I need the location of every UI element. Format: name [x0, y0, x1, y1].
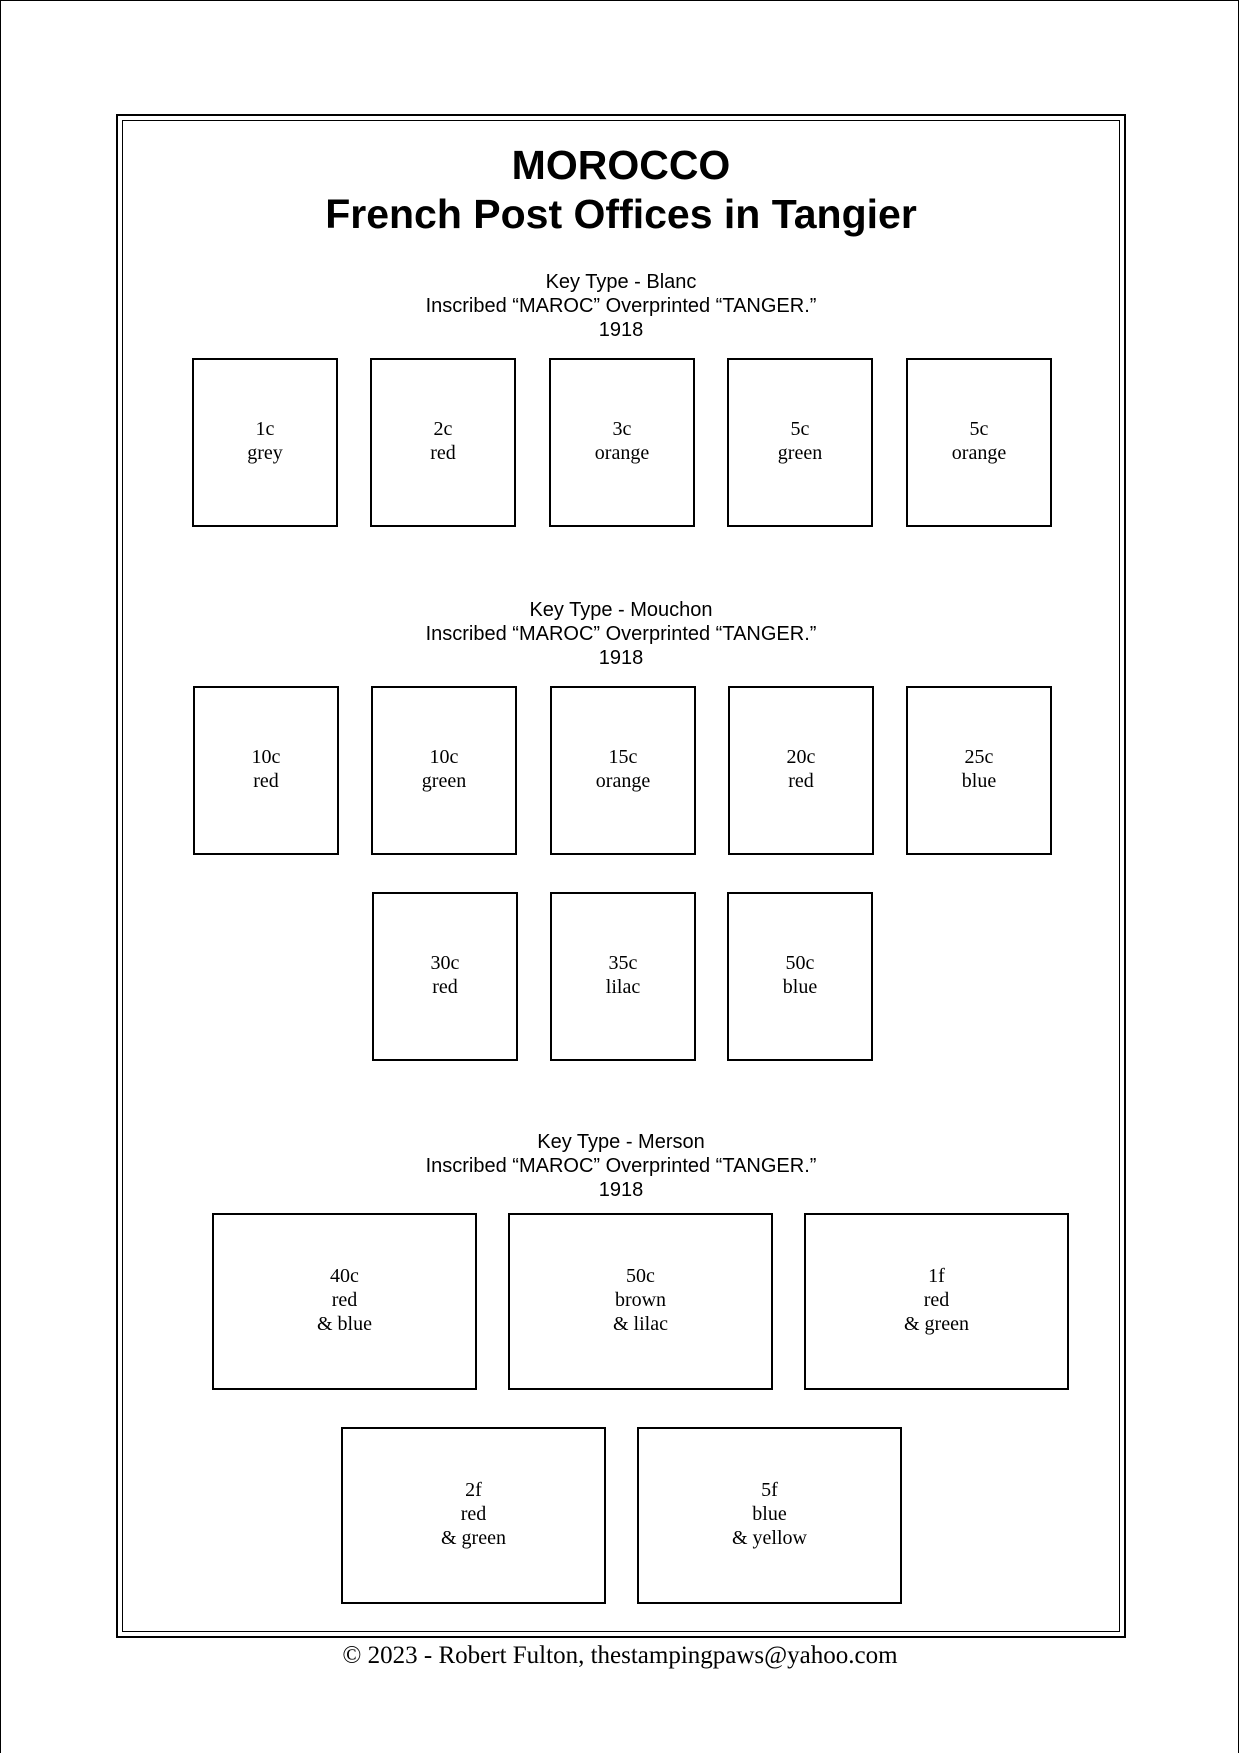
- stamp-space: [804, 1213, 1069, 1390]
- stamp-space: [193, 686, 339, 855]
- stamp-color: red: [460, 1502, 487, 1525]
- stamp-space: [372, 892, 518, 1061]
- stamp-color: red: [430, 441, 456, 464]
- stamp-value: 1c: [255, 417, 275, 440]
- stamp-space: [371, 686, 517, 855]
- stamp-value: 5f: [761, 1478, 778, 1501]
- stamp-value: 10c: [429, 745, 459, 768]
- stamp-color-secondary: & blue: [317, 1312, 372, 1335]
- stamp-value: 50c: [626, 1264, 655, 1287]
- stamp-color: red: [253, 769, 279, 792]
- section-year: 1918: [598, 1179, 644, 1201]
- stamp-space: [192, 358, 338, 527]
- stamp-value: 1f: [928, 1264, 945, 1287]
- page-title: MOROCCO: [511, 142, 731, 188]
- section-inscription: Inscribed “MAROC” Overprinted “TANGER.”: [425, 295, 817, 317]
- stamp-color: grey: [247, 441, 283, 464]
- stamp-value: 25c: [964, 745, 994, 768]
- copyright-footer: © 2023 - Robert Fulton, thestampingpaws@yahoo.com: [342, 1642, 898, 1669]
- stamp-space: [550, 892, 696, 1061]
- section-heading: Key Type - Mouchon: [529, 599, 713, 621]
- stamp-color: brown: [614, 1288, 667, 1311]
- stamp-value: 5c: [790, 417, 810, 440]
- stamp-value: 50c: [785, 951, 815, 974]
- section-header-merson: [122, 1130, 1120, 1202]
- stamp-color-secondary: & yellow: [732, 1526, 807, 1549]
- stamp-color: orange: [594, 441, 650, 464]
- section-inscription: Inscribed “MAROC” Overprinted “TANGER.”: [425, 623, 817, 645]
- stamp-color: lilac: [605, 975, 641, 998]
- stamp-space: [508, 1213, 773, 1390]
- stamp-value: 2c: [433, 417, 453, 440]
- stamp-color: blue: [961, 769, 997, 792]
- stamp-space: [728, 686, 874, 855]
- section-header-blanc: [122, 270, 1120, 342]
- stamp-color: green: [777, 441, 823, 464]
- stamp-color: blue: [782, 975, 818, 998]
- stamp-value: 35c: [608, 951, 638, 974]
- section-year: 1918: [598, 647, 644, 669]
- stamp-color: green: [421, 769, 467, 792]
- stamp-value: 5c: [969, 417, 989, 440]
- stamp-space: [212, 1213, 477, 1390]
- stamp-color-secondary: & lilac: [613, 1312, 668, 1335]
- stamp-value: 15c: [608, 745, 638, 768]
- stamp-value: 10c: [251, 745, 281, 768]
- stamp-space: [341, 1427, 606, 1604]
- stamp-color-secondary: & green: [441, 1526, 506, 1549]
- stamp-space: [906, 686, 1052, 855]
- stamp-color: red: [923, 1288, 950, 1311]
- stamp-color: red: [331, 1288, 358, 1311]
- stamp-value: 2f: [465, 1478, 482, 1501]
- stamp-color: orange: [595, 769, 651, 792]
- page-subtitle: French Post Offices in Tangier: [325, 191, 917, 237]
- section-inscription: Inscribed “MAROC” Overprinted “TANGER.”: [425, 1155, 817, 1177]
- stamp-value: 3c: [612, 417, 632, 440]
- album-page-border-inner: [122, 120, 1120, 1632]
- stamp-color: red: [432, 975, 458, 998]
- section-heading: Key Type - Merson: [537, 1131, 705, 1153]
- stamp-color: orange: [951, 441, 1007, 464]
- section-year: 1918: [598, 319, 644, 341]
- stamp-space: [727, 358, 873, 527]
- stamp-space: [727, 892, 873, 1061]
- stamp-value: 20c: [786, 745, 816, 768]
- section-header-mouchon: [122, 598, 1120, 670]
- section-heading: Key Type - Blanc: [545, 271, 697, 293]
- stamp-color: blue: [752, 1502, 787, 1525]
- stamp-space: [550, 686, 696, 855]
- stamp-space: [637, 1427, 902, 1604]
- stamp-space: [370, 358, 516, 527]
- stamp-color: red: [788, 769, 814, 792]
- stamp-value: 30c: [430, 951, 460, 974]
- stamp-color-secondary: & green: [904, 1312, 969, 1335]
- stamp-value: 40c: [330, 1264, 359, 1287]
- stamp-space: [549, 358, 695, 527]
- stamp-space: [906, 358, 1052, 527]
